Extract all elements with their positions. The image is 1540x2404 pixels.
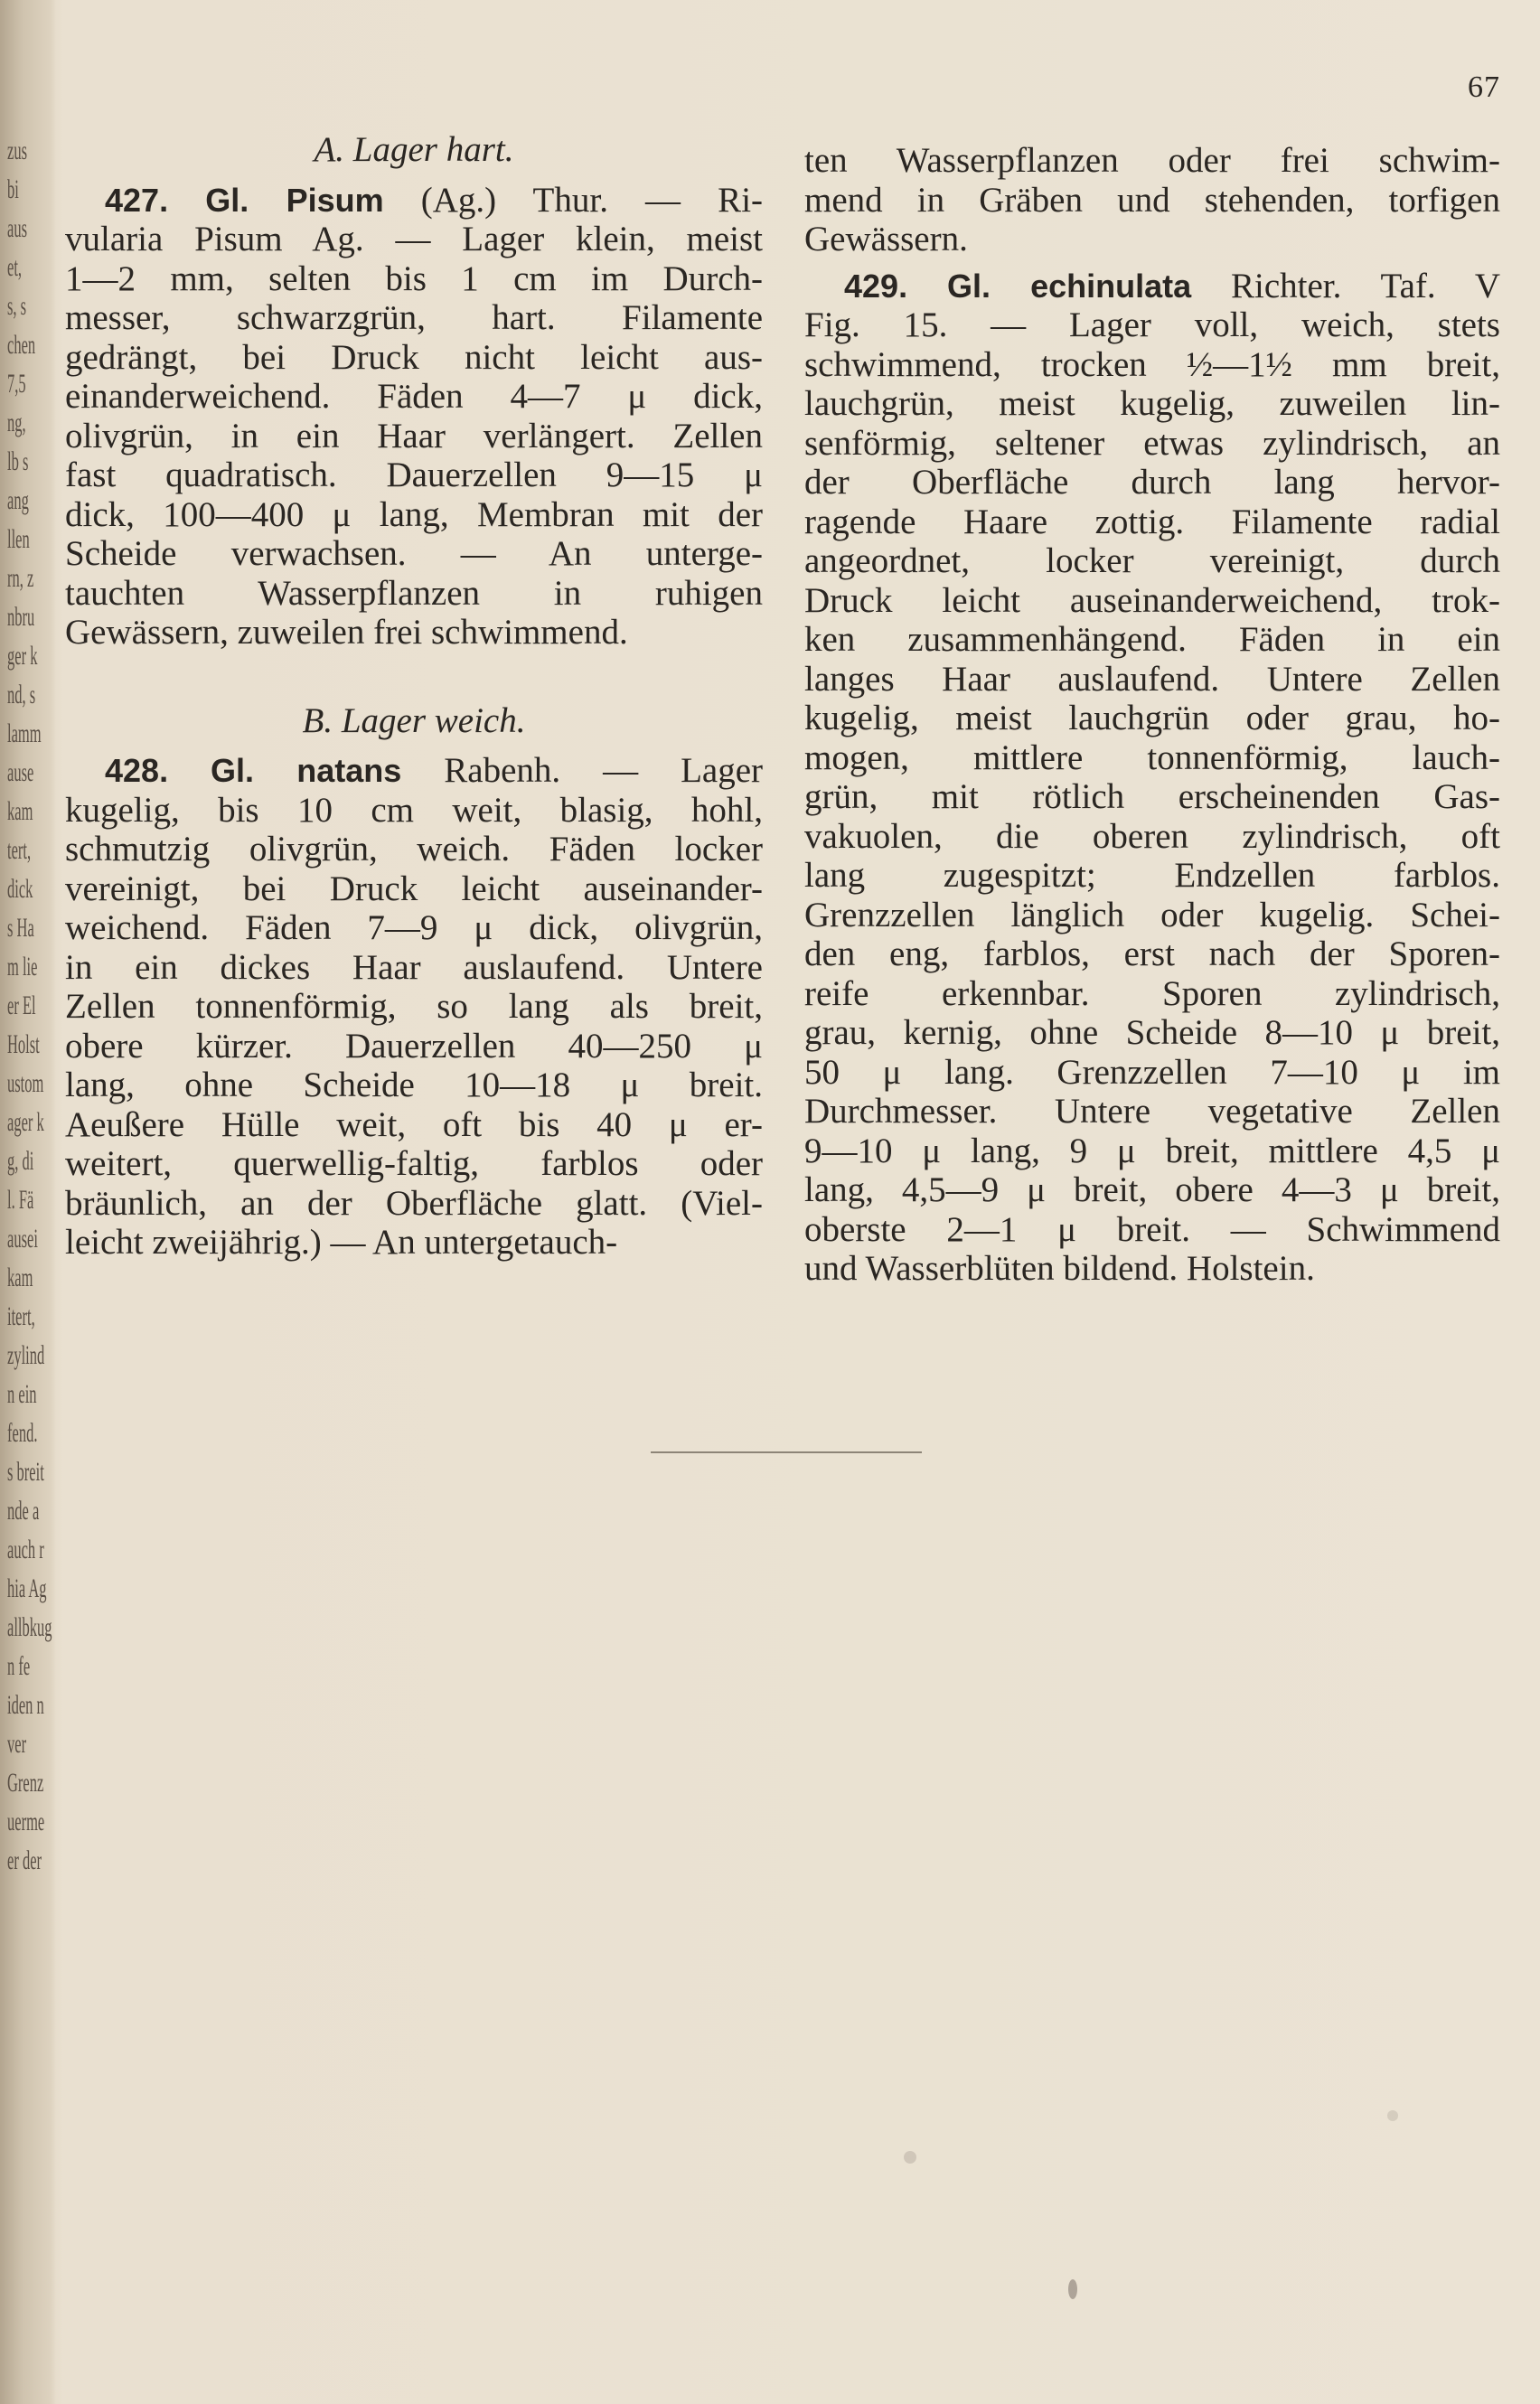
species-name: Gl. echinulata [946,267,1192,305]
section-divider [651,1451,922,1453]
continuation-text [804,141,1500,259]
ink-spot [1387,2110,1398,2121]
entry-428 [65,751,763,1263]
entry-line: einanderweichend. Fäden 4—7 μ dick, [65,377,763,416]
gutter-fragment: m lie [7,952,38,981]
ink-spot [1068,2279,1077,2299]
entry-line: angeordnet, locker vereinigt, durch [804,541,1500,580]
gutter-fragment: zus [7,136,27,165]
entry-line: Zellen tonnenförmig, so lang als breit, [65,987,763,1026]
gutter-fragment: lb s [7,446,29,476]
gutter-fragment: l. Fä [7,1185,34,1215]
gutter-fragment: g, di [7,1146,34,1176]
gutter-fragment: nde a [7,1496,40,1526]
gutter-fragment: allbkug [7,1612,52,1642]
entry-line-text: (Ag.) Thur. — Ri- [383,180,764,220]
gutter-fragment: ustom [7,1068,44,1098]
gutter-fragment: lamm [7,718,42,748]
entry-line: 1—2 mm, selten bis 1 cm im Durch- [65,258,763,298]
entry-number: 429. [844,267,908,305]
gutter-fragment: ausei [7,1224,38,1254]
entry-first-line [804,267,1500,306]
gutter-fragment: Grenz [7,1768,44,1798]
entry-line: grau, kernig, ohne Scheide 8—10 μ breit, [804,1013,1500,1052]
entry-line: kugelig, meist lauchgrün oder grau, ho- [804,699,1500,737]
entry-line: weitert, querwellig-faltig, farblos oder [65,1144,763,1183]
entry-first-line [65,751,763,791]
entry-line: obere kürzer. Dauerzellen 40—250 μ [65,1026,763,1066]
gutter-fragment: ang [7,485,29,515]
gutter-fragment: ng, [7,408,26,437]
species-name: Gl. natans [211,752,402,789]
entry-line: tauchten Wasserpflanzen in ruhigen [65,573,763,613]
gutter-fragment: rn, z [7,563,34,593]
gutter-fragment: itert, [7,1301,35,1331]
entry-line: dick, 100—400 μ lang, Membran mit der [65,494,763,534]
entry-line: lauchgrün, meist kugelig, zuweilen lin- [804,384,1500,423]
gutter-facing-page [0,0,56,2404]
right-column [804,141,1500,1289]
gutter-fragment: nbru [7,602,35,632]
entry-line: den eng, farblos, erst nach der Sporen- [804,934,1500,973]
gutter-fragment: chen [7,330,36,360]
entry-line: Fig. 15. — Lager voll, weich, stets [804,305,1500,344]
gutter-fragment: llen [7,524,30,554]
entry-line: vakuolen, die oberen zylindrisch, oft [804,816,1500,856]
entry-line: in ein dickes Haar auslaufend. Untere [65,947,763,987]
section-heading-a: A. Lager hart. [314,130,514,169]
entry-line: 9—10 μ lang, 9 μ breit, mittlere 4,5 μ [804,1131,1500,1170]
left-column [65,127,763,1263]
entry-line: der Oberfläche durch lang hervor- [804,463,1500,502]
gutter-fragment: fend. [7,1418,38,1448]
section-heading-b: B. Lager weich. [302,700,526,740]
entry-line: messer, schwarzgrün, hart. Filamente [65,298,763,337]
entry-line: Scheide verwachsen. — An unterge- [65,534,763,573]
gutter-fragment: bi [7,174,19,204]
entry-line: lang, 4,5—9 μ breit, obere 4—3 μ breit, [804,1170,1500,1209]
entry-line: oberste 2—1 μ breit. — Schwimmend [804,1209,1500,1249]
gutter-fragment: s breit [7,1457,44,1487]
entry-429 [804,267,1500,1289]
entry-line: und Wasserblüten bildend. Holstein. [804,1249,1315,1288]
gutter-fragment: ager k [7,1107,44,1137]
entry-line: Durchmesser. Untere vegetative Zellen [804,1092,1500,1131]
gutter-fragment: s Ha [7,913,34,943]
entry-line: Gewässern, zuweilen frei schwimmend. [65,613,628,652]
entry-427 [65,181,763,653]
continuation-line: mend in Gräben und stehenden, torfigen [804,180,1500,220]
gutter-fragment: iden n [7,1690,44,1720]
continuation-line: ten Wasserpflanzen oder frei schwim- [804,141,1500,180]
entry-line: schwimmend, trocken ½—1½ mm breit, [804,344,1500,384]
entry-line: mogen, mittlere tonnenförmig, lauch- [804,737,1500,777]
ink-spot [904,2151,916,2164]
gutter-fragment: tert, [7,835,32,865]
gutter-fragment: et, [7,252,23,282]
gutter-fragment: auch r [7,1535,44,1564]
entry-first-line [65,181,763,221]
gutter-fragment: 7,5 [7,369,26,399]
entry-line: ragende Haare zottig. Filamente radial [804,502,1500,541]
entry-line: Druck leicht auseinanderweichend, trok- [804,580,1500,620]
entry-line: vereinigt, bei Druck leicht auseinander- [65,869,763,908]
entry-line: senförmig, seltener etwas zylindrisch, an [804,423,1500,463]
species-name: Gl. Pisum [205,181,384,219]
entry-line-text: Richter. Taf. V [1191,266,1501,305]
gutter-fragment: aus [7,213,27,243]
gutter-fragment: ver [7,1729,27,1759]
gutter-fragment: Holst [7,1029,40,1059]
gutter-fragment: dick [7,874,33,904]
entry-line: leicht zweijährig.) — An untergetauch- [65,1223,618,1262]
entry-line: 50 μ lang. Grenzzellen 7—10 μ im [804,1052,1500,1092]
entry-line: olivgrün, in ein Haar verlängert. Zellen [65,416,763,455]
entry-line: Aeußere Hülle weit, oft bis 40 μ er- [65,1104,763,1144]
entry-line: lang zugespitzt; Endzellen farblos. [804,856,1500,895]
gutter-fragment: kam [7,796,33,826]
entry-number: 427. [105,181,169,219]
entry-line-text: Rabenh. — Lager [401,751,764,790]
entry-line: reife erkennbar. Sporen zylindrisch, [804,973,1500,1013]
gutter-fragment: zylind [7,1340,45,1370]
entry-line: fast quadratisch. Dauerzellen 9—15 μ [65,455,763,494]
entry-line: grün, mit rötlich erscheinenden Gas- [804,777,1500,816]
gutter-fragment: hia Ag [7,1573,47,1603]
gutter-fragment: ause [7,757,34,787]
gutter-fragment: uerme [7,1807,45,1836]
continuation-line: Gewässern. [804,220,968,258]
gutter-fragment: nd, s [7,680,36,709]
entry-line: weichend. Fäden 7—9 μ dick, olivgrün, [65,908,763,947]
gutter-fragment: kam [7,1263,33,1292]
gutter-fragment: ger k [7,641,38,671]
gutter-fragment: er El [7,991,36,1020]
page-number: 67 [1468,70,1500,104]
entry-line: kugelig, bis 10 cm weit, blasig, hohl, [65,790,763,830]
entry-line: vularia Pisum Ag. — Lager klein, meist [65,220,763,258]
entry-line: Grenzzellen länglich oder kugelig. Schei- [804,895,1500,934]
entry-line: gedrängt, bei Druck nicht leicht aus- [65,337,763,377]
gutter-fragment: n fe [7,1651,31,1681]
entry-line: langes Haar auslaufend. Untere Zellen [804,659,1500,699]
entry-line: lang, ohne Scheide 10—18 μ breit. [65,1066,763,1104]
entry-number: 428. [105,752,169,789]
entry-line: bräunlich, an der Oberfläche glatt. (Viel- [65,1183,763,1223]
entry-line: ken zusammenhängend. Fäden in ein [804,620,1500,659]
entry-line: schmutzig olivgrün, weich. Fäden locker [65,830,763,869]
gutter-fragment: s, s [7,291,27,321]
gutter-fragment: er der [7,1845,42,1875]
gutter-fragment: n ein [7,1379,37,1409]
